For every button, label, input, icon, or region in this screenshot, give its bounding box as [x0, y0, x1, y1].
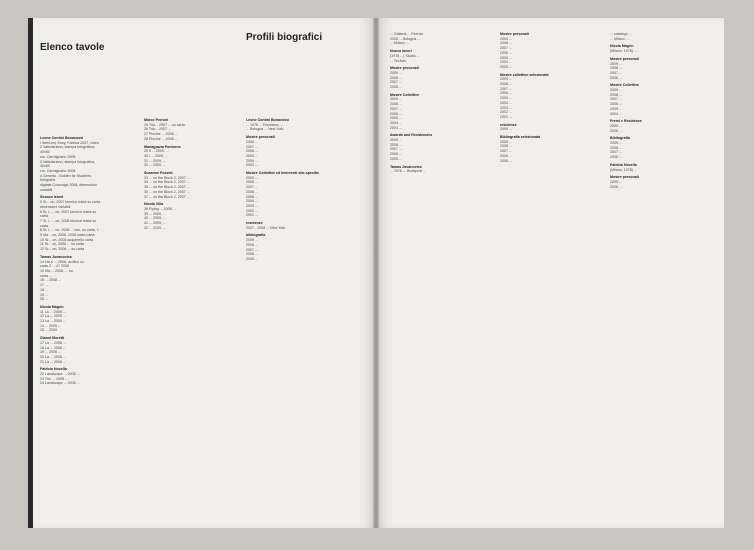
section-body: 2009 ...: [500, 127, 512, 132]
section-body: 29 Il ... 2009, ... 30 I ... 2009, ... 31 ... 2009, ... 32 ... 2009, ...: [144, 149, 169, 168]
section-body: 2008 ... 2007 ... 2006 ... 2005 ... 2004 ... 2003 ...: [246, 139, 258, 168]
section-heading: Nicola Magrin: [610, 44, 634, 49]
section-body: 38 Flying ... 2009, ... 39 ... 2009, ... 40 ... 2009, ... 41 ... 2009, ... 42 ... 2009, ...: [144, 206, 177, 230]
section-body: 2009 ... 2008 ... 2007 ... 2006 ... 2005 ... 2004 ... 2003 ...: [500, 36, 512, 69]
section-body: 5 Sr... on, 2007 tecnica mista su carta dimensioni variabili 6 Sr, I, ... on, 2007 tecnica mista su carta 7 Sr, I, ... on, 2008 tecnica mista su carta 8 Sr, I, ... on, 2008 ... con, su carta, 1 9 Ma... on, 2008, 2008 mista carta 10 Sr... on, 2008 acquerello carta 11 Sr... on, 2008 ... su carta 12 Sr... on, 2008 ... su carta: [40, 200, 101, 252]
section-heading: Bibliografia selezionata: [500, 135, 541, 140]
section-heading: Premi e Residenze: [610, 119, 642, 124]
page-edge: [28, 18, 33, 528]
section-body: 25 Trip... 2007 ... su carta 26 Trip... 2007 ... 27 Piscine ... 2008 ... 28 Piscine ... 2008 ...: [144, 122, 185, 141]
section-heading: Leone Contini Bonacossi: [40, 136, 84, 140]
section-body: 2009 ... 2008 ...: [610, 179, 622, 189]
plates-column-2: [144, 118, 206, 230]
section-heading: Mostre personali: [610, 175, 639, 180]
section-heading: Mostre personali: [246, 135, 275, 140]
section-heading: Mostre collettive selezionate: [500, 72, 549, 77]
section-body: (1978 ...) Studio ... ... Tel Aviv.: [390, 53, 420, 63]
section-body: 2009 ... 2008 ... 2007 ... 2006 ... 2005 ...: [500, 139, 512, 163]
section-heading: Mariagrazia Pontorno: [144, 144, 181, 149]
section-body: 2009 ... 2008 ... 2007 ... 2006 ...: [610, 61, 622, 80]
section-body: 2009 ... 2008 ... 2007 ... 2006 ...: [390, 70, 402, 90]
section-body: I Seed my Story, Fabrica 2007, video 2 Valtollariano, stampa fotografica, 40x60 cm, Carmignano 2008 3 Valtollariano, stampa fotografica, 40x60 cm, Carmignano 2008 4 Genetta - Golden for Students, fotografia digitale Coinvolge 2008, dimensioni variabili: [40, 140, 99, 192]
section-heading: Awards and Residencies: [390, 133, 433, 138]
section-heading: Susanne Pozzett: [144, 171, 173, 176]
section-body: 2009 ... 2008 ... 2007 ... 2006 ... 2005 ...: [246, 238, 258, 261]
section-heading: Tamas Jovanovics: [40, 254, 72, 259]
section-body: 2009 ... 2008 ...: [610, 123, 622, 133]
section-heading: Mostre personali: [500, 32, 529, 36]
section-body: 2009 ... 2008 ... 2007 ... 2006 ... 2005 ... 2004 ... 2003 ...: [390, 97, 402, 130]
biography-column-2: [390, 32, 484, 174]
section-body: ... 1976 ... Fiumicino. ... ... Bologna ... New York.: [246, 122, 285, 132]
section-body: 2009 ... 2008 ... 2007 ... 2006 ...: [610, 141, 622, 160]
biography-column-1: [246, 118, 346, 262]
section-body: 2009 ... 2008 ... 2007 ... 2006 ... 2005 ... 2004 ... 2003 ... 2002 ... 2001 ...: [246, 175, 258, 218]
section-heading: Bibliografia: [610, 136, 630, 141]
section-heading: Mostre Collettive ed interventi site-specific: [246, 171, 320, 176]
section-body: 11 La ... 2009 ... 12 La ... 2009 ... 13 La ... 2009 ... 14 ... 2009 ... 15 ... 2009: [40, 309, 66, 333]
section-heading: Mostre personali: [610, 56, 639, 61]
section-body: (Milano, 1978) ...: [610, 167, 637, 172]
section-body: ... catalogo ... ... Milano ...: [610, 32, 632, 41]
section-heading: Sezoon Ismet: [40, 195, 64, 200]
biography-column-3: [500, 32, 594, 163]
section-heading: residenze: [246, 221, 263, 226]
left-page: [28, 18, 376, 528]
section-heading: Patrizio Novella: [40, 367, 67, 372]
section-body: 2009 ... 2008 ... 2007 ... 2006 ... 2005 ...: [390, 138, 402, 161]
section-body: 14 Ha & ... 2006, acrilico su carta 2 ... 47 2008 15 Ma ... 2008, ... su carta ... 16 ... 2008 ... 17 ... 18 ... 19 ... 20 ...: [40, 259, 84, 302]
biographies-title: Profili biografici: [246, 32, 323, 43]
plates-column-1: [40, 136, 102, 386]
section-body: 33 ... on the Block 2, 2007 ... 34 ... on the Block 2, 2007 ... 35 ... on the Block 2, 2007 ... 36 ... on the Block 2, 2007 ... 37 ... on the Block 2, 2007 ...: [144, 175, 190, 199]
section-heading: Leone Contini Bonacossi: [246, 118, 290, 122]
section-body: 17 La ... 2008 ... 18 La ... 2008 ... 19 ... 2008 ... 20 La ... 2008 ... 21 La ... 2008 ...: [40, 340, 66, 364]
section-heading: Tamas Jovanovics: [390, 164, 422, 169]
open-catalog-book: [28, 18, 724, 528]
book-spine: [373, 18, 379, 528]
section-heading: Nuovo lavori: [390, 49, 412, 54]
section-heading: bibliografia: [246, 233, 266, 238]
section-heading: Nicola Villa: [144, 202, 164, 207]
section-body: 2007 - 2008 ... New York: [246, 225, 286, 230]
section-body: 2009 ... 2008 ... 2007 ... 2006 ... 2005 ... 2004 ... 2003 ... 2002 ... 2001 ...: [500, 77, 512, 119]
section-heading: Patrizio Novella: [610, 162, 637, 167]
section-body: 22 Landscape ... 2008 ... 23 The ... 2008 ... 24 Landscape ... 2008 ...: [40, 372, 80, 386]
section-heading: Nicola Magrin: [40, 304, 64, 309]
section-body: ... 1976 ... Budapest ...: [390, 169, 427, 174]
section-body: 2009 ... 2008 ... 2007 ... 2006 ... 2005 ... 2004 ...: [610, 88, 622, 116]
section-heading: Mostre personali: [390, 66, 419, 71]
biography-column-4: [610, 32, 704, 189]
section-heading: Mostre Collettive: [610, 83, 639, 88]
section-heading: residenze: [500, 122, 517, 127]
section-heading: Gianni Moretti: [40, 336, 65, 341]
section-body: ... Galleria ... Firenze 2005 ... Bologna ... ... Milano ...: [390, 32, 424, 46]
section-body: (Milano, 1978) ...: [610, 49, 637, 54]
right-page: [376, 18, 724, 528]
section-heading: Mostre Collettive: [390, 92, 419, 97]
section-heading: Marco Perroni: [144, 118, 169, 122]
list-of-plates-title: Elenco tavole: [40, 42, 105, 53]
